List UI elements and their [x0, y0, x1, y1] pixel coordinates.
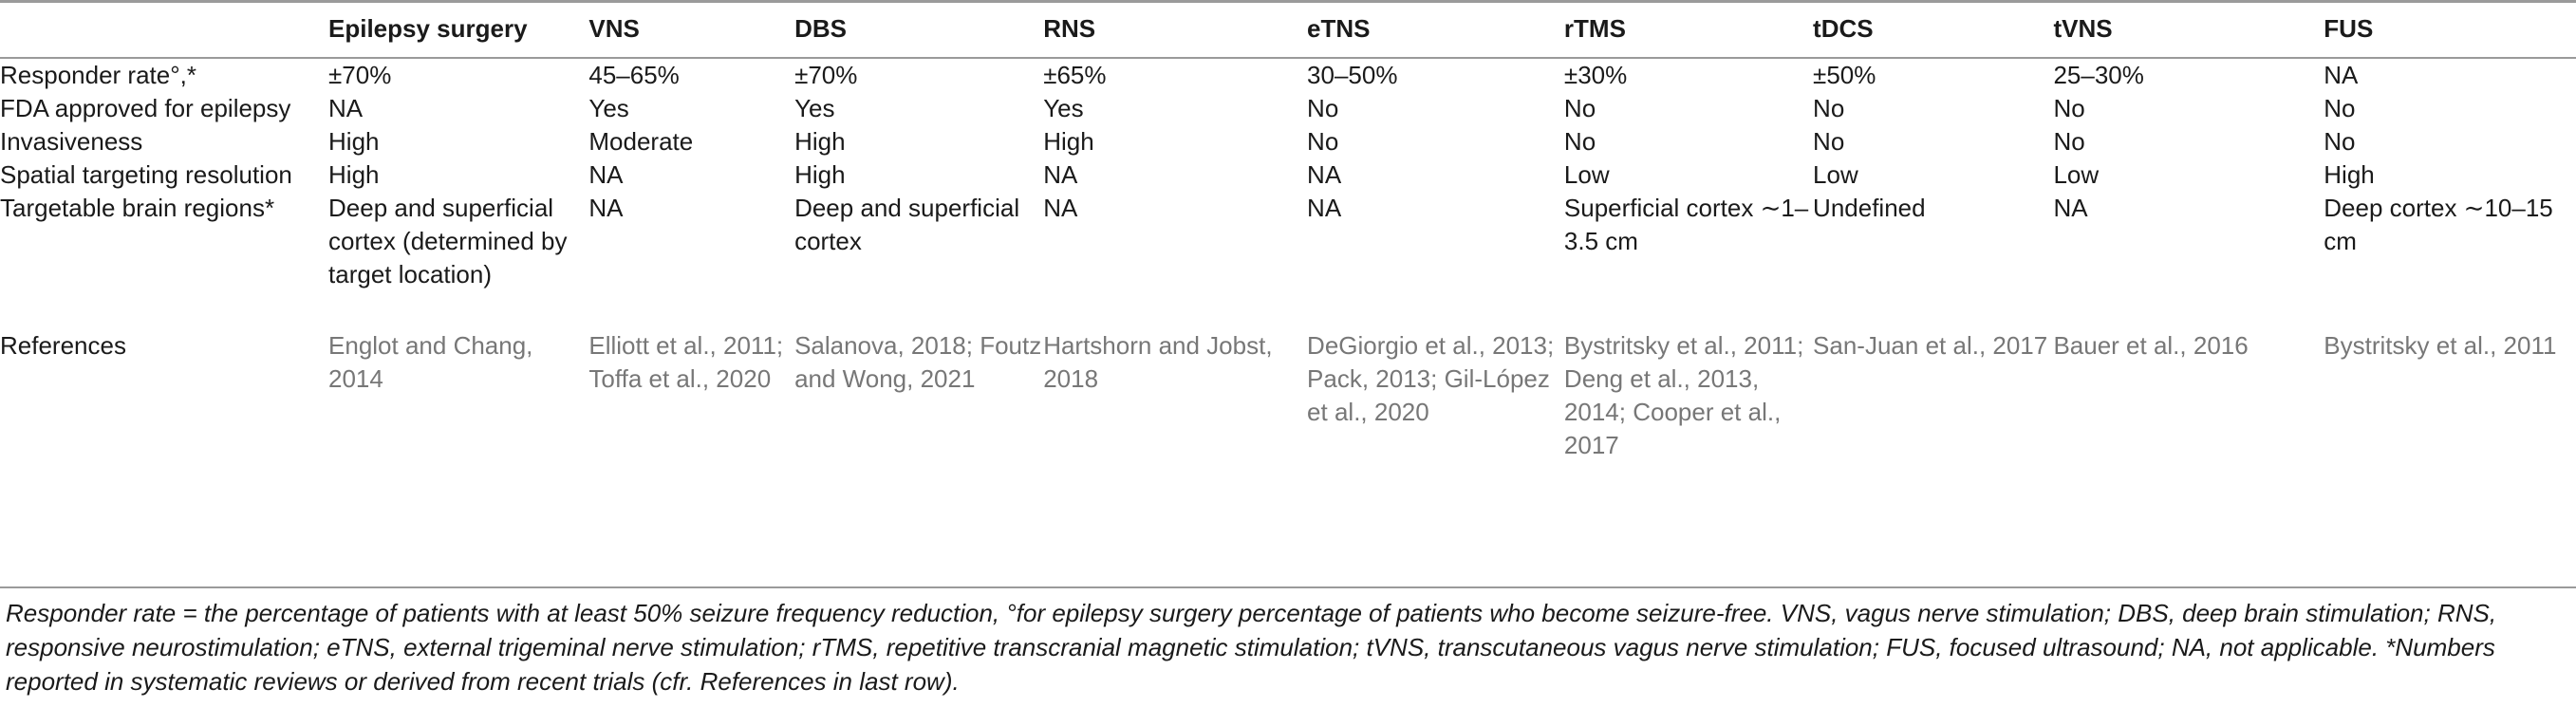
reference-cell[interactable]: Bystritsky et al., 2011 [2324, 331, 2557, 360]
table-cell: NA [2053, 194, 2088, 222]
table-cell: Low [2053, 160, 2100, 189]
table-cell: Low [1563, 160, 1610, 189]
table-footnote: Responder rate = the percentage of patients with at least 50% seizure frequency reduction, °for epilepsy surgery percentage of patients who become seizure-free. VNS, vagus nerve stimulation; DBS, deep brain stimulation; RNS, responsive neurostimulation; eTNS, external trigeminal nerve stimulation; rTMS, repetitive transcranial magnetic stimulation; tVNS, transcutaneous vagus nerve stimulation; FUS, focused ultrasound; NA, not applicable. *Numbers reported in systematic reviews or derived from recent trials (cfr. References in last row). [6, 599, 2497, 696]
table-cell: 45–65% [588, 61, 680, 89]
column-header: eTNS [1307, 13, 1371, 43]
table-cell: High [794, 127, 846, 156]
table-cell: NA [588, 194, 624, 222]
table-cell: NA [1043, 194, 1078, 222]
reference-cell[interactable]: San-Juan et al., 2017 [1813, 331, 2048, 360]
table-row [0, 125, 2576, 158]
row-label: Responder rate°,* [0, 61, 196, 89]
column-header: Epilepsy surgery [328, 13, 528, 43]
table-cell: Yes [1043, 94, 1084, 122]
header-row [0, 0, 2576, 58]
table-cell: 30–50% [1307, 61, 1398, 89]
column-header: tDCS [1813, 13, 1874, 43]
table-row [0, 92, 2576, 125]
table-cell: NA [1307, 160, 1342, 189]
table-cell: Undefined [1813, 194, 1926, 222]
table-cell: Superficial cortex ∼1–3.5 cm [1563, 194, 1809, 255]
table-cell: ±65% [1043, 61, 1107, 89]
table-cell: NA [588, 160, 624, 189]
column-header: RNS [1043, 13, 1096, 43]
table-cell: High [328, 160, 380, 189]
column-header: rTMS [1563, 13, 1626, 43]
table-cell: No [1563, 127, 1596, 156]
table-cell: Yes [588, 94, 629, 122]
table-row [0, 58, 2576, 92]
bottom-rule [0, 586, 2576, 588]
row-label: FDA approved for epilepsy [0, 94, 291, 122]
table-cell: High [328, 127, 380, 156]
table-cell: No [1307, 94, 1339, 122]
reference-cell[interactable]: Bystritsky et al., 2011; Deng et al., 2013, 2014; Cooper et al., 2017 [1563, 331, 1804, 459]
table-cell: No [1563, 94, 1596, 122]
table-cell: NA [1043, 160, 1078, 189]
table-cell: ±50% [1813, 61, 1876, 89]
table-cell: 25–30% [2053, 61, 2144, 89]
table-cell: No [1813, 94, 1845, 122]
table-cell: Low [1813, 160, 1858, 189]
table-cell: No [2053, 94, 2085, 122]
reference-cell[interactable]: Elliott et al., 2011; Toffa et al., 2020 [588, 331, 784, 393]
table-cell: ±30% [1563, 61, 1628, 89]
table-row [0, 158, 2576, 192]
table-cell: High [1043, 127, 1094, 156]
table-cell: No [2324, 94, 2356, 122]
table-cell: Deep cortex ∼10–15 cm [2324, 194, 2553, 255]
table-row [0, 192, 2576, 329]
reference-cell[interactable]: Salanova, 2018; Foutz and Wong, 2021 [794, 331, 1042, 393]
reference-cell[interactable]: Englot and Chang, 2014 [328, 331, 533, 393]
table-cell: Moderate [588, 127, 694, 156]
column-header: FUS [2324, 13, 2374, 43]
table-cell: NA [1307, 194, 1342, 222]
column-header: tVNS [2053, 13, 2113, 43]
table-cell: No [2053, 127, 2085, 156]
table-cell: Yes [794, 94, 835, 122]
table-cell: No [1307, 127, 1339, 156]
column-header: DBS [794, 13, 847, 43]
reference-cell[interactable]: Bauer et al., 2016 [2053, 331, 2249, 360]
table-cell: High [794, 160, 846, 189]
column-header: VNS [588, 13, 640, 43]
table-row [0, 329, 2576, 470]
table-cell: No [1813, 127, 1845, 156]
row-label: Invasiveness [0, 127, 143, 156]
table-cell: Deep and superficial cortex (determined by target location) [328, 194, 568, 288]
table-cell: NA [328, 94, 364, 122]
table-cell: NA [2324, 61, 2359, 89]
reference-cell[interactable]: DeGiorgio et al., 2013; Pack, 2013; Gil-López et al., 2020 [1307, 331, 1555, 426]
row-label: Targetable brain regions* [0, 194, 275, 222]
table-cell: Deep and superficial cortex [794, 194, 1020, 255]
row-label: Spatial targeting resolution [0, 160, 292, 189]
table-cell: High [2324, 160, 2375, 189]
reference-cell[interactable]: Hartshorn and Jobst, 2018 [1043, 331, 1273, 393]
table-cell: No [2324, 127, 2356, 156]
table-cell: ±70% [328, 61, 392, 89]
column-header [0, 0, 328, 58]
row-label: References [0, 331, 126, 360]
table-cell: ±70% [794, 61, 858, 89]
